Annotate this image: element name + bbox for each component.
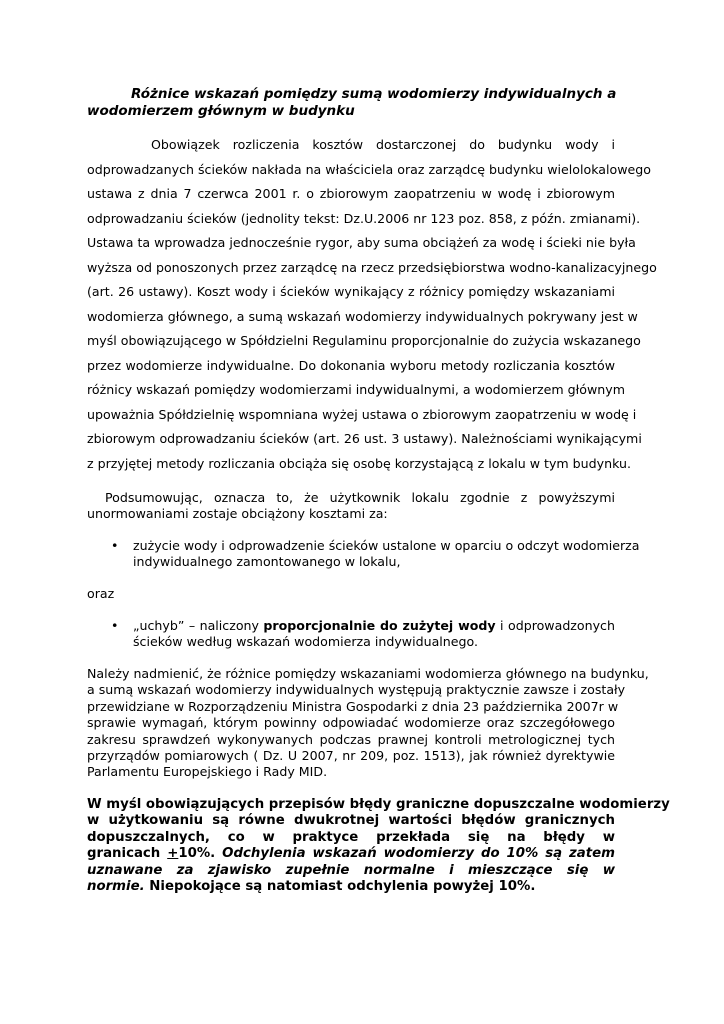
connector-word: oraz [87, 586, 115, 601]
paragraph-line: odprowadzanych ścieków nakłada na właściciela oraz zarządcę budynku wielolokalowego [87, 161, 651, 177]
summary-paragraph [87, 490, 615, 523]
list-item-line [133, 618, 615, 634]
paragraph-line: przyrządów pomiarowych ( Dz. U 2007, nr 209, poz. 1513), jak również dyrektywie [87, 748, 615, 764]
paragraph-line: Podsumowując, oznacza to, że użytkownik lokalu zgodnie z powyższymi [105, 490, 615, 505]
bullet-icon: • [111, 538, 119, 553]
paragraph-line [87, 863, 615, 879]
note-paragraph [87, 666, 649, 781]
list-item-prefix: „uchyb” – naliczony [133, 618, 259, 633]
paragraph-line: Obowiązek rozliczenia kosztów dostarczonej do budynku wody i [151, 137, 615, 152]
paragraph-line: przewidziane w Rozporządzeniu Ministra Gospodarki z dnia 23 października 2007r w [87, 698, 619, 714]
paragraph-line: myśl obowiązującego w Spółdzielni Regulaminu proporcjonalnie do zużycia wskazanego [87, 333, 641, 348]
paragraph-line: unormowaniami zostaje obciążony kosztami za: [87, 506, 388, 522]
emphasis-bold: proporcjonalnie do zużytej wody [263, 618, 496, 633]
document-title [87, 86, 647, 120]
title-line-2: wodomierzem głównym w budynku [87, 103, 355, 119]
text-fragment: Niepokojące są natomiast odchylenia powyżej 10%. [149, 879, 536, 895]
bullet-icon: • [111, 618, 119, 633]
paragraph-line: (art. 26 ustawy). Koszt wody i ścieków wynikający z różnicy pomiędzy wskazaniami [87, 284, 615, 299]
paragraph-line: a sumą wskazań wodomierzy indywidualnych występują praktycznie zawsze i zostały [87, 682, 626, 698]
plus-minus-sign: + [167, 846, 179, 862]
paragraph-line: Ustawa ta wprowadza jednocześnie rygor, aby suma obciążeń za wodę i ścieki nie była [87, 235, 636, 250]
paragraph-line: dopuszczalnych, co w praktyce przekłada się na błędy w [87, 829, 615, 845]
paragraph-line: w użytkowaniu są równe dwukrotnej wartości błędów granicznych [87, 813, 615, 829]
final-paragraph [87, 797, 670, 895]
intro-paragraph [87, 133, 657, 476]
paragraph-line: Należy nadmienić, że różnice pomiędzy wskazaniami wodomierza głównego na budynku, [87, 666, 649, 681]
list-item-line: ścieków według wskazań wodomierza indywidualnego. [133, 634, 479, 650]
emphasis-italic: normie. [87, 879, 145, 895]
emphasis-italic: Odchylenia wskazań wodomierzy do 10% są zatem [222, 846, 616, 862]
paragraph-line: wyższa od ponoszonych przez zarządcę na rzecz przedsiębiorstwa wodno-kanalizacyjnego [87, 259, 657, 275]
paragraph-line [87, 846, 615, 862]
paragraph-line: odprowadzaniu ścieków (jednolity tekst: Dz.U.2006 nr 123 poz. 858, z późn. zmianami). [87, 210, 641, 226]
paragraph-line: przez wodomierze indywidualne. Do dokonania wyboru metody rozliczania kosztów [87, 357, 615, 373]
paragraph-line: zbiorowym odprowadzaniu ścieków (art. 26 ust. 3 ustawy). Należnościami wynikającymi [87, 431, 642, 446]
paragraph-line: zakresu sprawdzeń wykonywanych podczas prawnej kontroli metrologicznej tych [87, 731, 615, 747]
list-item-line: zużycie wody i odprowadzenie ścieków ustalone w oparciu o odczyt wodomierza [133, 538, 640, 553]
paragraph-line: z przyjętej metody rozliczania obciąża się osobę korzystającą z lokalu w tym budynku. [87, 455, 631, 471]
list-item-line: indywidualnego zamontowanego w lokalu, [133, 554, 401, 570]
paragraph-line: Parlamentu Europejskiego i Rady MID. [87, 764, 328, 780]
title-line-1: Różnice wskazań pomiędzy sumą wodomierzy indywidualnych a [131, 86, 617, 102]
text-fragment: 10%. [178, 846, 216, 862]
paragraph-line [87, 879, 615, 895]
paragraph-line: upoważnia Spółdzielnię wspomniana wyżej ustawa o zbiorowym zaopatrzeniu w wodę i [87, 406, 637, 422]
paragraph-line: W myśl obowiązujących przepisów błędy graniczne dopuszczalne wodomierzy [87, 797, 670, 812]
paragraph-line: wodomierza głównego, a sumą wskazań wodomierzy indywidualnych pokrywany jest w [87, 308, 638, 324]
list-item-suffix: i odprowadzonych [500, 618, 615, 633]
paragraph-line: sprawie wymagań, którym powinny odpowiadać wodomierze oraz szczegółowego [87, 715, 615, 731]
paragraph-line: ustawa z dnia 7 czerwca 2001 r. o zbiorowym zaopatrzeniu w wodę i zbiorowym [87, 186, 615, 201]
text-fragment: granicach [87, 846, 161, 862]
emphasis-italic: uznawane za zjawisko zupełnie normalne i mieszczące się w [87, 862, 615, 878]
paragraph-line: różnicy wskazań pomiędzy wodomierzami indywidualnymi, a wodomierzem głównym [87, 382, 625, 397]
